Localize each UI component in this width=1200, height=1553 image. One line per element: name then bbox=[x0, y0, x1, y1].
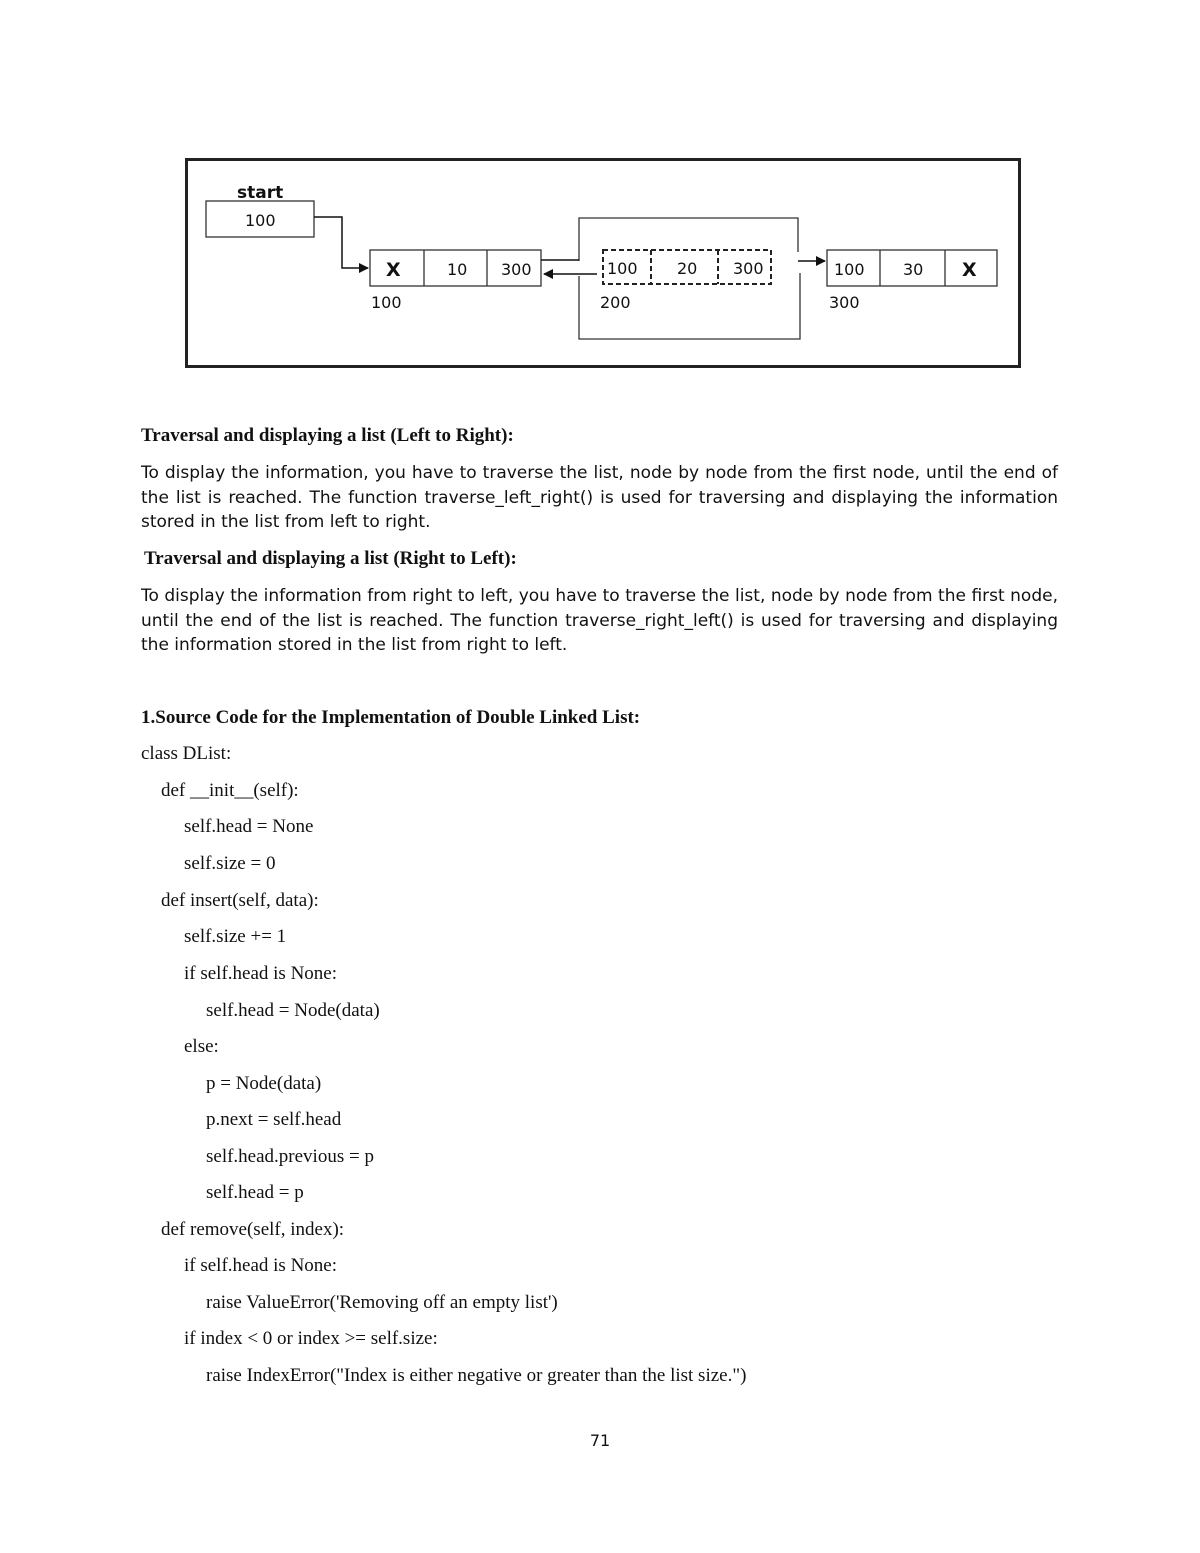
code-line: self.head = None bbox=[184, 816, 314, 837]
heading-source-code: 1.Source Code for the Implementation of Double Linked List: bbox=[141, 707, 641, 728]
start-label: start bbox=[237, 183, 284, 203]
code-line: p = Node(data) bbox=[206, 1073, 322, 1094]
doubly-linked-list-diagram bbox=[185, 158, 1021, 368]
code-line: if index < 0 or index >= self.size: bbox=[184, 1328, 438, 1349]
node-2 bbox=[600, 250, 771, 312]
node-1 bbox=[370, 250, 541, 312]
code-line: else: bbox=[184, 1036, 219, 1057]
code-line: self.size += 1 bbox=[184, 926, 287, 947]
node-3 bbox=[827, 250, 997, 312]
node-2-data: 20 bbox=[677, 259, 698, 278]
code-line: class DList: bbox=[141, 743, 232, 764]
node-3-next: X bbox=[962, 259, 977, 281]
node-1-address: 100 bbox=[371, 293, 402, 312]
code-line: self.size = 0 bbox=[184, 853, 276, 874]
paragraph-right-to-left: To display the information from right to left, you have to traverse the list, node by node from the first node, until the end of the list is reached. The function traverse_right_left() is used for traversing and displaying the information stored in the list from right to left. bbox=[141, 586, 1058, 655]
diagram-frame bbox=[187, 160, 1020, 367]
code-line: raise ValueError('Removing off an empty list') bbox=[206, 1292, 558, 1313]
code-line: self.head.previous = p bbox=[206, 1146, 374, 1167]
code-line: if self.head is None: bbox=[184, 963, 338, 984]
node-3-prev: 100 bbox=[834, 260, 865, 279]
code-line: if self.head is None: bbox=[184, 1255, 338, 1276]
code-line: p.next = self.head bbox=[206, 1109, 342, 1130]
code-line: def __init__(self): bbox=[161, 780, 299, 801]
node-1-data: 10 bbox=[447, 260, 468, 279]
code-line: def insert(self, data): bbox=[161, 890, 319, 911]
node-2-address: 200 bbox=[600, 293, 631, 312]
node-1-prev: X bbox=[386, 259, 401, 281]
paragraph-left-to-right: To display the information, you have to traverse the list, node by node from the first node, until the end of the list is reached. The function traverse_left_right() is used for traversing and displaying the information stored in the list from left to right. bbox=[141, 463, 1058, 532]
page-number: 71 bbox=[589, 1431, 611, 1450]
code-line: self.head = p bbox=[206, 1182, 304, 1203]
code-line: def remove(self, index): bbox=[161, 1219, 345, 1240]
node-2-outer-top bbox=[579, 218, 798, 261]
heading-right-to-left: Traversal and displaying a list (Right to Left): bbox=[144, 548, 517, 569]
node-2-prev: 100 bbox=[607, 259, 638, 278]
start-value: 100 bbox=[245, 211, 276, 230]
node-1-next: 300 bbox=[501, 260, 532, 279]
node-2-next: 300 bbox=[733, 259, 764, 278]
code-line: self.head = Node(data) bbox=[206, 1000, 380, 1021]
heading-left-to-right: Traversal and displaying a list (Left to Right): bbox=[141, 425, 514, 446]
node-3-data: 30 bbox=[903, 260, 924, 279]
code-line: raise IndexError("Index is either negative or greater than the list size.") bbox=[206, 1365, 747, 1386]
start-arrow bbox=[314, 217, 368, 268]
node-3-address: 300 bbox=[829, 293, 860, 312]
